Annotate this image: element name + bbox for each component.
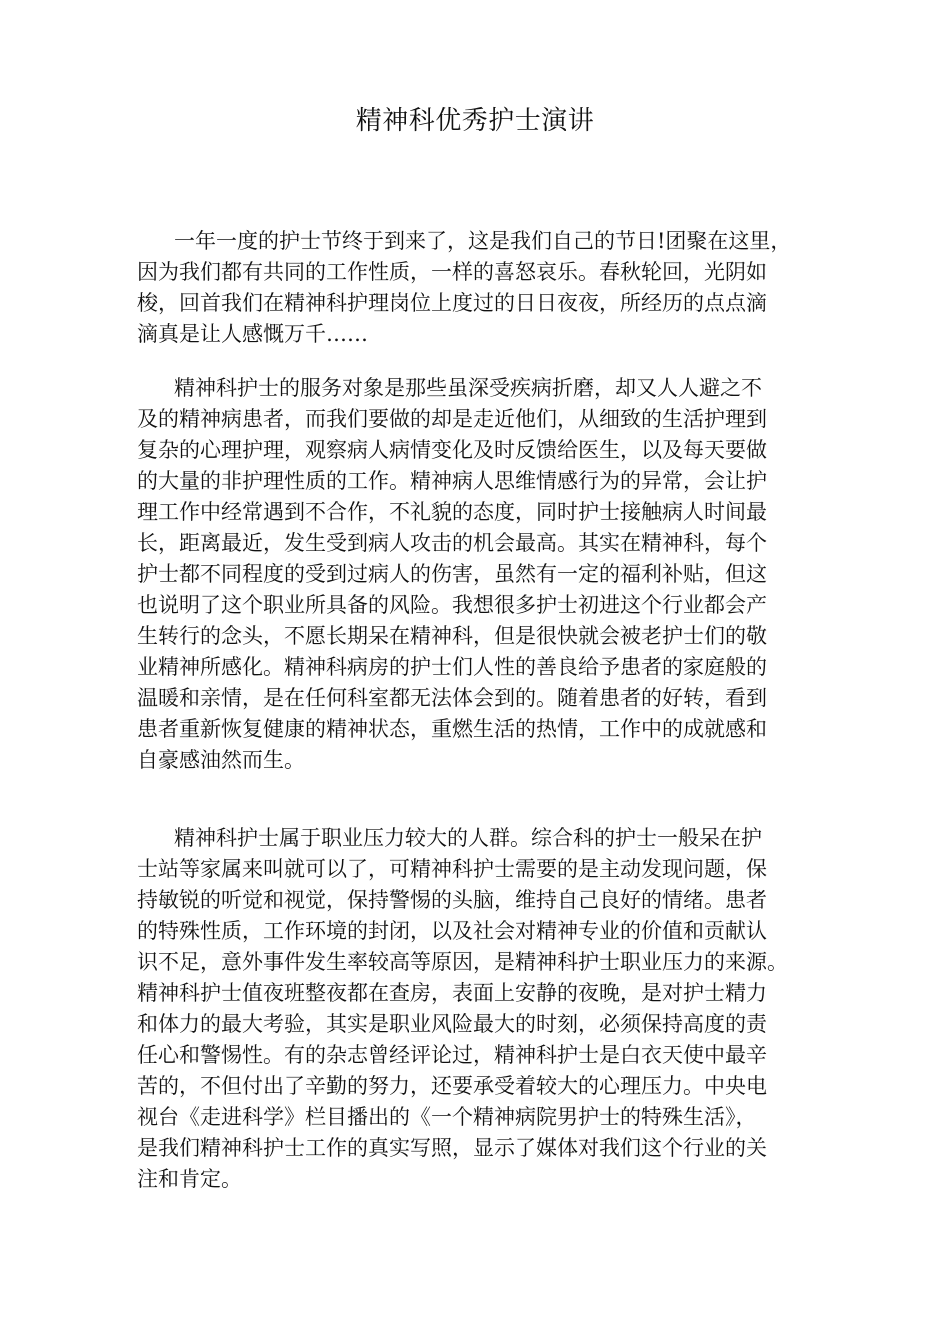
text-line: 长，距离最近，发生受到病人攻击的机会最高。其实在精神科，每个 [137,531,767,555]
text-line: 的大量的非护理性质的工作。精神病人思维情感行为的异常，会让护 [137,469,767,493]
text-line: 因为我们都有共同的工作性质，一样的喜怒哀乐。春秋轮回，光阴如 [137,260,767,284]
text-line: 及的精神病患者，而我们要做的却是走近他们，从细致的生活护理到 [137,407,767,431]
paragraph-2 [137,373,827,776]
text-line: 理工作中经常遇到不合作，不礼貌的态度，同时护士接触病人时间最 [137,500,767,524]
paragraph-1 [137,226,827,350]
text-line: 精神科护士的服务对象是那些虽深受疾病折磨，却又人人避之不 [174,376,762,400]
text-line: 温暖和亲情，是在任何科室都无法体会到的。随着患者的好转，看到 [137,686,767,710]
text-line: 患者重新恢复健康的精神状态，重燃生活的热情，工作中的成就感和 [137,717,767,741]
text-line: 的特殊性质，工作环境的封闭，以及社会对精神专业的价值和贡献认 [137,919,767,943]
text-line: 也说明了这个职业所具备的风险。我想很多护士初进这个行业都会产 [137,593,767,617]
text-line: 是我们精神科护士工作的真实写照，显示了媒体对我们这个行业的关 [137,1136,767,1160]
paragraph-3 [137,823,827,1195]
text-line: 护士都不同程度的受到过病人的伤害，虽然有一定的福利补贴，但这 [137,562,767,586]
text-line: 复杂的心理护理，观察病人病情变化及时反馈给医生，以及每天要做 [137,438,767,462]
text-line: 自豪感油然而生。 [137,748,305,772]
document-title: 精神科优秀护士演讲 [355,106,595,136]
text-line: 注和肯定。 [137,1167,242,1191]
text-line: 业精神所感化。精神科病房的护士们人性的善良给予患者的家庭般的 [137,655,767,679]
text-line: 持敏锐的听觉和视觉，保持警惕的头脑，维持自己良好的情绪。患者 [137,888,767,912]
text-line: 一年一度的护士节终于到来了，这是我们自己的节日!团聚在这里， [174,229,792,253]
text-line: 滴真是让人感慨万千…… [137,322,368,346]
text-line: 生转行的念头，不愿长期呆在精神科，但是很快就会被老护士们的敬 [137,624,767,648]
text-line: 和体力的最大考验，其实是职业风险最大的时刻，必须保持高度的责 [137,1012,767,1036]
text-line: 视台《走进科学》栏目播出的《一个精神病院男护士的特殊生活》， [137,1105,757,1129]
text-line: 苦的，不但付出了辛勤的努力，还要承受着较大的心理压力。中央电 [137,1074,767,1098]
text-line: 精神科护士属于职业压力较大的人群。综合科的护士一般呆在护 [174,826,762,850]
text-line: 任心和警惕性。有的杂志曾经评论过，精神科护士是白衣天使中最辛 [137,1043,767,1067]
text-line: 精神科护士值夜班整夜都在查房，表面上安静的夜晚，是对护士精力 [137,981,767,1005]
text-line: 识不足，意外事件发生率较高等原因，是精神科护士职业压力的来源。 [137,950,788,974]
text-line: 梭，回首我们在精神科护理岗位上度过的日日夜夜，所经历的点点滴 [137,291,767,315]
text-line: 士站等家属来叫就可以了，可精神科护士需要的是主动发现问题，保 [137,857,767,881]
